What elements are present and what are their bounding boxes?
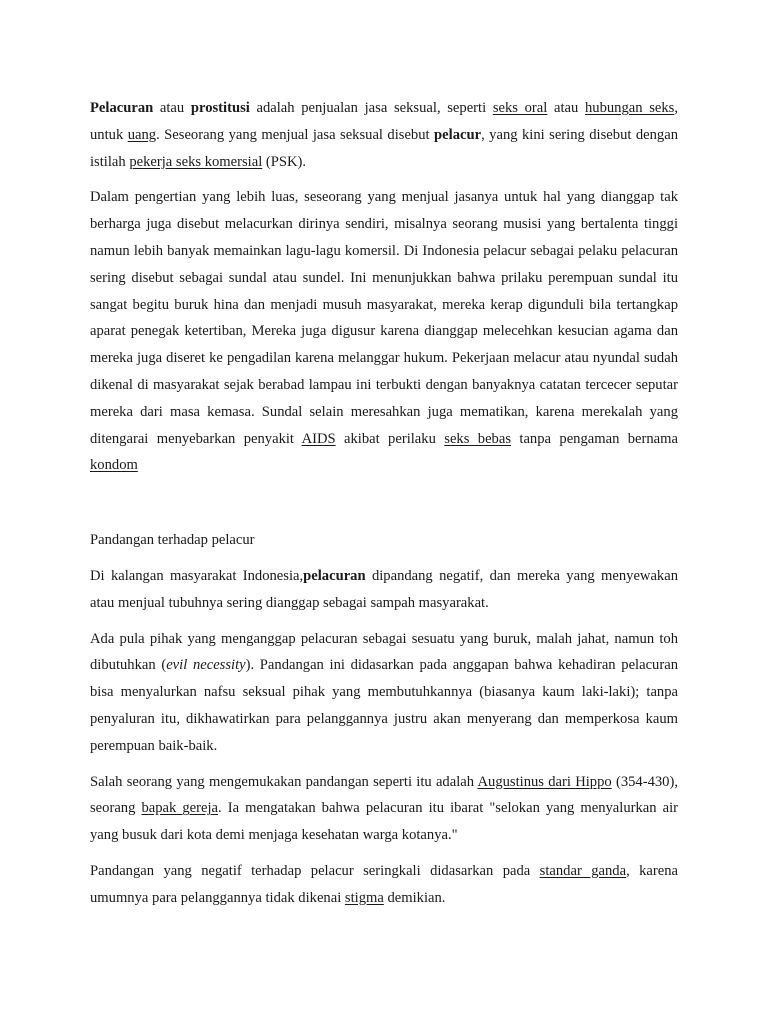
bold-term-pelacuran: pelacuran: [303, 567, 366, 584]
paragraph-augustinus: [90, 769, 678, 849]
text-span: adalah penjualan jasa seksual, seperti: [249, 100, 493, 116]
link-kondom[interactable]: kondom: [90, 457, 138, 474]
paragraph-double-standard: [90, 858, 678, 912]
text-span: atau: [153, 100, 191, 116]
text-span: Ada pula pihak yang menganggap pelacuran sebagai sesuatu yang buruk, malah jahat, namun toh dibutuhkan (: [90, 630, 678, 674]
link-seks-bebas[interactable]: seks bebas: [444, 430, 512, 447]
link-bapak-gereja[interactable]: bapak gereja: [141, 800, 219, 817]
bold-term-pelacur: pelacur: [434, 126, 482, 143]
text-span: Salah seorang yang mengemukakan pandangan seperti itu adalah: [90, 773, 478, 790]
link-augustinus-dari-hippo[interactable]: Augustinus dari Hippo: [477, 773, 612, 790]
text-span: , karena umumnya para pelanggannya tidak dikenai: [90, 862, 679, 906]
link-uang[interactable]: uang: [127, 126, 157, 143]
text-span: dipandang negatif, dan mereka yang menyewakan atau menjual tubuhnya sering dianggap sebagai sampah masyarakat.: [90, 567, 679, 611]
paragraph-definition: [90, 95, 678, 175]
paragraph-indonesian-view: [90, 563, 678, 617]
italic-term-evil-necessity: evil necessity: [166, 657, 246, 674]
text-span: . Ia mengatakan bahwa pelacuran itu ibarat "selokan yang menyalurkan air yang busuk dari kota demi menjaga kesehatan warga kotanya.": [90, 800, 678, 844]
section-heading: Pandangan terhadap pelacur: [90, 532, 255, 549]
text-span: (354-430), seorang: [90, 773, 678, 817]
text-span: demikian.: [383, 889, 446, 906]
text-span: , untuk: [90, 100, 678, 143]
document-page: [90, 95, 678, 912]
link-aids[interactable]: AIDS: [301, 430, 336, 447]
text-span: . Seseorang yang menjual jasa seksual disebut: [156, 126, 435, 143]
text-span: ). Pandangan ini didasarkan pada anggapan bahwa kehadiran pelacuran bisa menyalurkan nafsu seksual pihak yang membutuhkannya (biasanya kaum laki-laki); tanpa penyaluran itu, dikhawatirkan para pelanggannya justru akan menyerang dan memperkosa kaum perempuan baik-baik.: [90, 657, 678, 754]
link-seks-oral[interactable]: seks oral: [492, 100, 548, 116]
link-hubungan-seks[interactable]: hubungan seks: [584, 100, 675, 116]
text-span: (PSK).: [262, 153, 307, 170]
link-pekerja-seks-komersial[interactable]: pekerja seks komersial: [129, 153, 263, 170]
paragraph-evil-necessity: [90, 626, 678, 760]
text-span: tanpa pengaman bernama: [511, 430, 678, 447]
text-span: atau: [547, 100, 585, 116]
link-stigma[interactable]: stigma: [344, 889, 384, 906]
bold-term-pelacuran: Pelacuran: [90, 100, 154, 116]
text-span: akibat perilaku: [335, 430, 445, 447]
text-span: Di kalangan masyarakat Indonesia,: [90, 567, 304, 584]
link-standar-ganda[interactable]: standar ganda: [539, 862, 627, 879]
text-span: Pandangan yang negatif terhadap pelacur seringkali didasarkan pada: [90, 862, 540, 879]
text-span: , yang kini sering disebut dengan istilah: [90, 126, 679, 170]
paragraph-broader-meaning: [90, 184, 678, 479]
text-span: Dalam pengertian yang lebih luas, seseorang yang menjual jasanya untuk hal yang dianggap tak berharga juga disebut melacurkan dirinya sendiri, misalnya seorang musisi yang bertalenta tinggi namun lebih banyak memainkan lagu-lagu komersil. Di Indonesia pelacur sebagai pelaku pelacuran sering disebut sebagai sundal atau sundel. Ini menunjukkan bahwa prilaku perempuan sundal itu sangat begitu buruk hina dan menjadi musuh masyarakat, mereka kerap digunduli bila tertangkap aparat penegak ketertiban, Mereka juga digusur karena dianggap melecehkan kesucian agama dan mereka juga diseret ke pengadilan karena melanggar hukum. Pekerjaan melacur atau nyundal sudah dikenal di masyarakat sejak berabad lampau ini terbukti dengan banyaknya catatan tercecer seputar mereka dari masa kemasa. Sundal selain meresahkan juga mematikan, karena merekalah yang ditengarai menyebarkan penyakit: [90, 189, 678, 447]
bold-term-prostitusi: prostitusi: [190, 100, 250, 116]
